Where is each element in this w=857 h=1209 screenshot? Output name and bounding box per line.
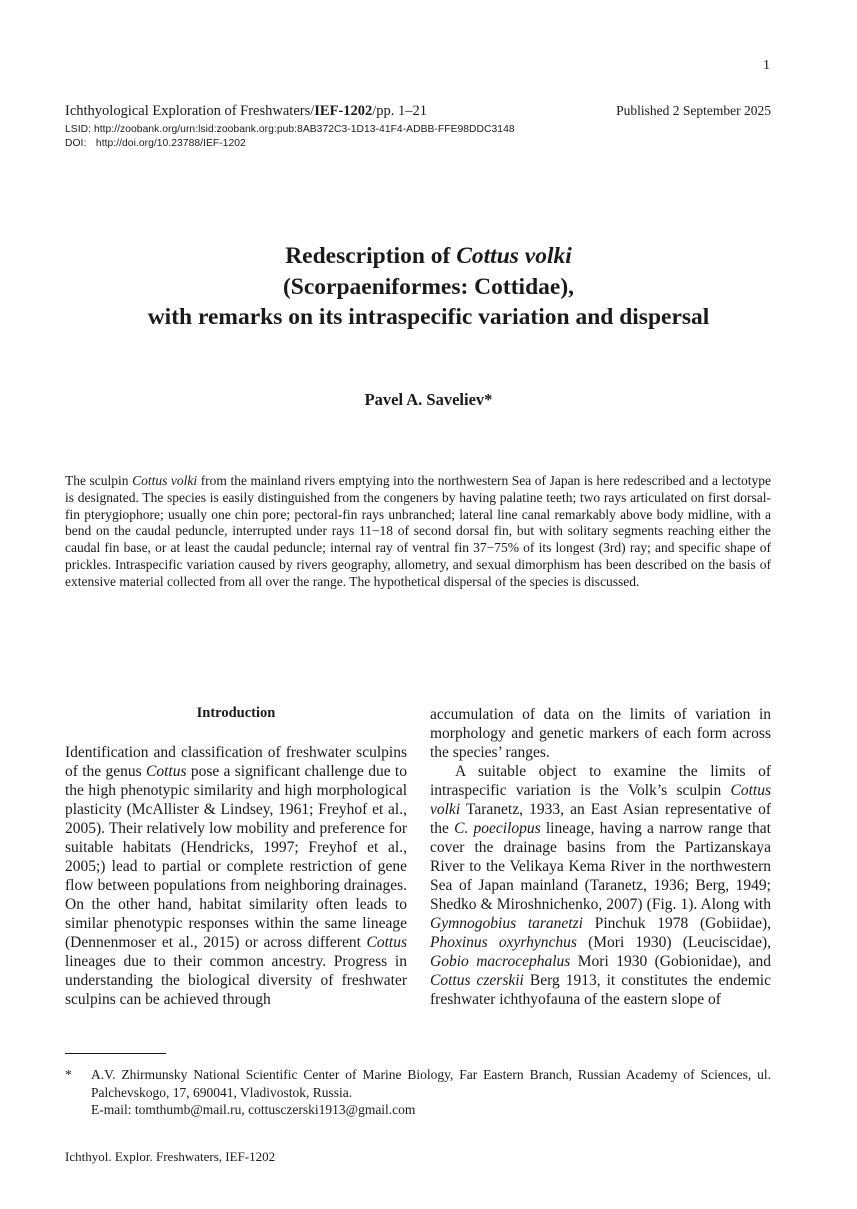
title-line-3: with remarks on its intraspecific variation and dispersal [147, 304, 710, 330]
page-footer: Ichthyol. Explor. Freshwaters, IEF-1202 [65, 1149, 276, 1164]
article-id: IEF-1202 [314, 103, 373, 119]
body-text: Identification and classification of freshwater sculpins of the genus [65, 744, 407, 780]
footnote [65, 1066, 771, 1119]
title-line-1 [0, 241, 857, 272]
abstract-text: from the mainland rivers emptying into the northwestern Sea of Japan is here redescribed and a lectotype is designated. The species is easily distinguished from the congeners by having palatine teeth; two rays articulated on first dorsal-fin pterygiophore; usually one chin pore; pectoral-fin rays unbranched; lateral line canal remarkably above body midline, with a bend on the caudal peduncle, interrupted under rays 11−18 of second dorsal fin, but with solitary segments reaching either the caudal fin base, or at least the caudal peduncle; internal ray of ventral fin 37−75% of its longest (3rd) ray; and specific shape of prickles. Intraspecific variation caused by rivers geography, allometry, and sexual dimorphism has been described on the basis of extensive material collected from all over the range. The hypothetical dispersal of the species is discussed. [65, 473, 771, 589]
lsid-line [65, 124, 515, 135]
author-email: E-mail: tomthumb@mail.ru, cottusczerski1913@gmail.com [91, 1102, 416, 1117]
published-date: Published 2 September 2025 [616, 103, 771, 118]
body-text: Berg 1913, it constitutes the endemic freshwater ichthyofauna of the eastern slope of [430, 972, 771, 1008]
body-text: Mori 1930 (Gobionidae), and [570, 953, 771, 970]
body-text: Taranetz, 1933, an East Asian representative of the [430, 801, 771, 837]
genus-name: Cottus [146, 763, 187, 780]
doi-label: DOI: [65, 138, 87, 149]
footnote-body [91, 1066, 771, 1119]
journal-name: Ichthyological Exploration of Freshwaters/ [65, 103, 315, 119]
lsid-link[interactable]: http://zoobank.org/urn:lsid:zoobank.org:pub:8AB372C3-1D13-41F4-ADBB-FFE98DDC3148 [93, 124, 515, 135]
title-species: Cottus volki [456, 243, 572, 269]
species-name: Gymnogobius taranetzi [430, 915, 583, 932]
left-column [65, 743, 407, 1009]
abstract [65, 473, 771, 591]
body-text: Pinchuk 1978 (Gobiidae), [582, 915, 772, 932]
author-name: Pavel A. Saveliev* [364, 390, 493, 409]
body-text: lineages due to their common ancestry. Progress in understanding the biological diversity of freshwater sculpins can be achieved through [65, 953, 407, 1008]
species-name: Cottus volki [430, 782, 771, 818]
title-line-2: (Scorpaeniformes: Cottidae), [282, 273, 575, 300]
doi-line [65, 138, 246, 149]
author-affiliation: A.V. Zhirmunsky National Scientific Center of Marine Biology, Far Eastern Branch, Russian Academy of Sciences, ul. Palchevskogo, 17, 690041, Vladivostok, Russia. [91, 1067, 771, 1100]
body-text: (Mori 1930) (Leuciscidae), [576, 934, 771, 951]
body-text: lineage, having a narrow range that cover the drainage basins from the Partizanskaya River to the Velikaya Kema River in the northwestern Sea of Japan mainland (Taranetz, 1936; Berg, 1949; Shedko & Miroshnichenko, 2007) (Fig. 1). Along with [430, 820, 771, 913]
abstract-species: Cottus volki [132, 473, 198, 488]
title-prefix: Redescription of [285, 243, 457, 269]
body-text: pose a significant challenge due to the high phenotypic similarity and high morphological plasticity (McAllister & Lindsey, 1961; Freyhof et al., 2005). Their relatively low mobility and preference for suitable habitats (Hendricks, 1997; Freyhof et al., 2005;) lead to partial or complete restriction of gene flow between populations from neighboring drainages. On the other hand, habitat similarity often leads to similar phenotypic responses within the same lineage (Dennenmoser et al., 2015) or across different [65, 763, 407, 951]
species-name: C. poecilopus [454, 820, 541, 837]
genus-name: Cottus [366, 934, 407, 951]
journal-citation [65, 103, 427, 120]
intro-paragraph-continued: accumulation of data on the limits of variation in morphology and genetic markers of each form across the species’ ranges. [430, 706, 771, 761]
page-range: /pp. 1–21 [372, 103, 428, 119]
footnote-marker: * [65, 1067, 72, 1082]
intro-paragraph-1 [65, 743, 407, 1009]
right-column [430, 705, 771, 1009]
doi-link[interactable]: http://doi.org/10.23788/IEF-1202 [95, 138, 246, 149]
species-name: Phoxinus oxyrhynchus [430, 934, 577, 951]
footnote-divider [65, 1053, 166, 1054]
introduction-heading: Introduction [196, 705, 276, 721]
page-number: 1 [763, 58, 770, 73]
abstract-text: The sculpin [65, 473, 133, 488]
species-name: Gobio macrocephalus [430, 953, 571, 970]
body-text: A suitable object to examine the limits of intraspecific variation is the Volk’s sculpin [430, 763, 771, 799]
lsid-label: LSID: [65, 124, 92, 135]
intro-paragraph-2 [430, 762, 771, 1009]
article-title [0, 241, 857, 333]
species-name: Cottus czerskii [430, 972, 524, 989]
